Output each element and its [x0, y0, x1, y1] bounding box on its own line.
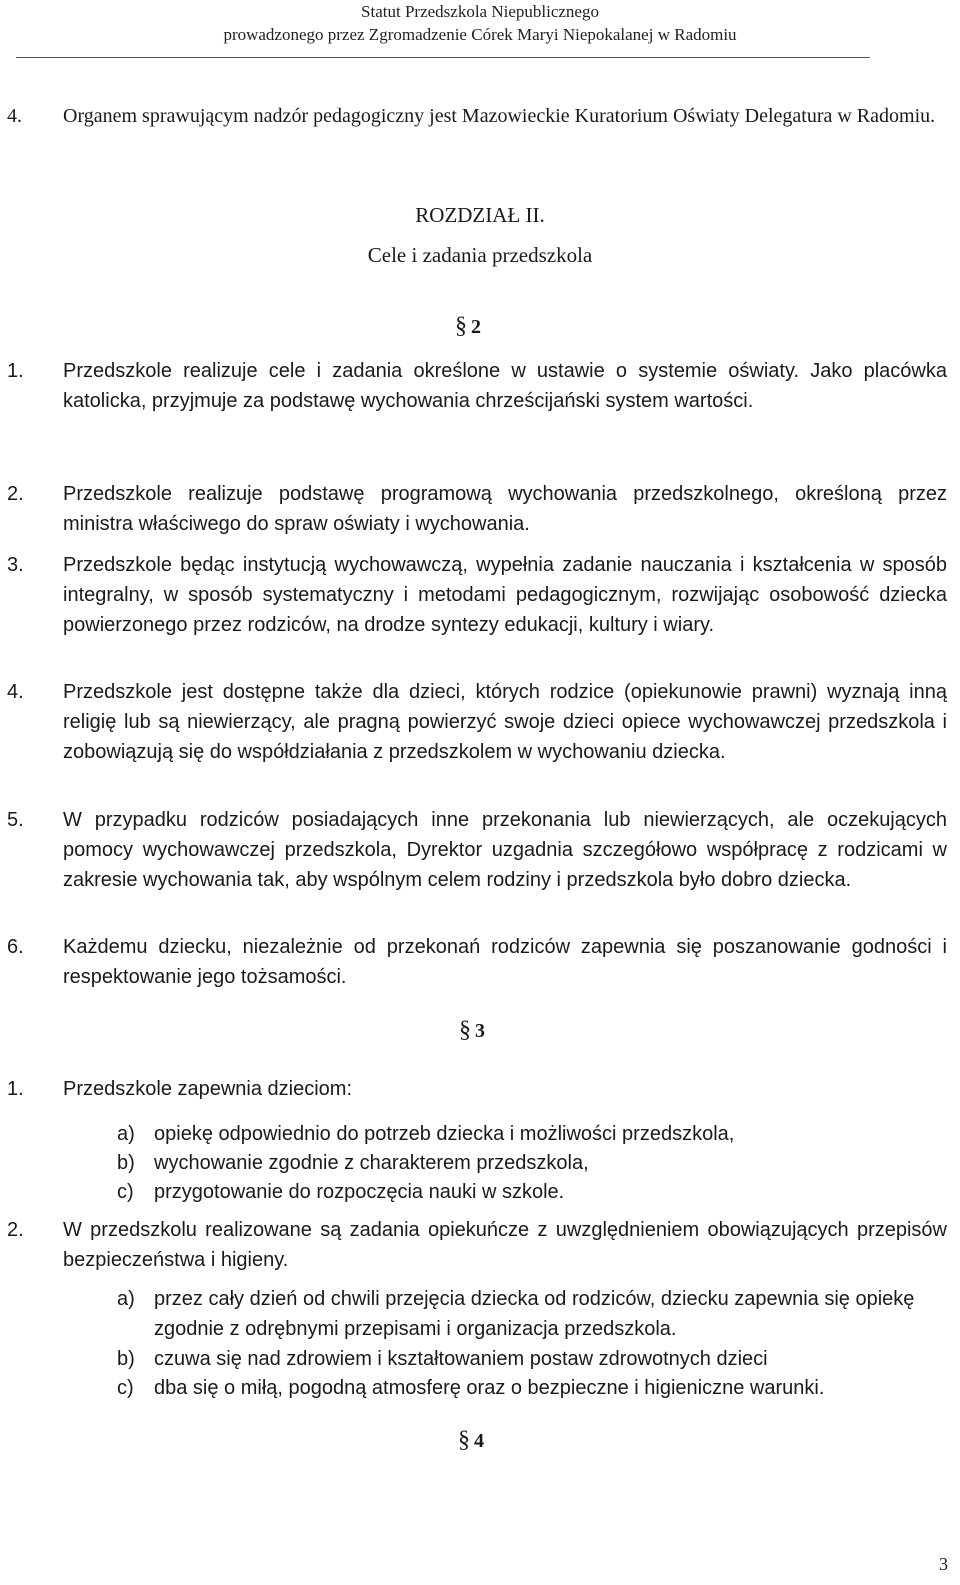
chapter-title: ROZDZIAŁ II. — [415, 203, 545, 227]
section-symbol: § — [458, 1427, 470, 1453]
section-heading-2 — [455, 313, 481, 340]
section2-item-2: 2. Przedszkole realizuje podstawę programową wychowania przedszkolnego, określoną przez ministra właściwego do spraw oświaty i wychowania. — [7, 483, 947, 535]
section2-item-3: 3. Przedszkole będąc instytucją wychowawczą, wypełnia zadanie nauczania i kształcenia w sposób integralny, w sposób systematyczny i metodami pedagogicznym, rozwijając osobowość dziecka powierzonego przez rodziców, na drodze syntezy edukacji, kultury i wiary. — [7, 554, 947, 636]
section3-item-1: 1. Przedszkole zapewnia dzieciom: — [7, 1078, 353, 1100]
section-number: 4 — [474, 1430, 484, 1452]
section3-item1-sub-b: b) wychowanie zgodnie z charakterem przedszkola, — [117, 1152, 589, 1174]
paragraph-text: Organem sprawującym nadzór pedagogiczny jest Mazowieckie Kuratorium Oświaty Delegatura w Radomiu. — [63, 105, 936, 127]
section-number: 2 — [471, 316, 481, 338]
section3-item1-sub-a: a) opiekę odpowiednio do potrzeb dziecka i możliwości przedszkola, — [117, 1123, 735, 1145]
header-subtitle: prowadzonego przez Zgromadzenie Córek Maryi Niepokalanej w Radomiu — [223, 25, 737, 44]
section3-item2-sub-b: b) czuwa się nad zdrowiem i kształtowaniem postaw zdrowotnych dzieci — [117, 1348, 768, 1370]
section-number: 3 — [475, 1020, 485, 1042]
header-divider — [16, 57, 870, 58]
section3-item1-sub-c: c) przygotowanie do rozpoczęcia nauki w szkole. — [117, 1181, 565, 1203]
section-heading-4 — [458, 1427, 484, 1454]
header-title: Statut Przedszkola Niepublicznego — [361, 2, 599, 21]
intro-paragraph — [7, 101, 947, 131]
chapter-subtitle: Cele i zadania przedszkola — [367, 243, 593, 267]
section3-item2-sub-c: c) dba się o miłą, pogodną atmosferę oraz o bezpieczne i higieniczne warunki. — [117, 1377, 825, 1399]
section3-item-2: 2. W przedszkolu realizowane są zadania opiekuńcze z uwzględnieniem obowiązujących przepisów bezpieczeństwa i higieny. — [7, 1219, 947, 1271]
section3-item2-sub-a: a) przez cały dzień od chwili przejęcia dziecka od rodziców, dziecku zapewnia się opiekę zgodnie z odrębnymi przepisami i organizacja przedszkola. — [117, 1288, 915, 1340]
section-symbol: § — [455, 313, 467, 339]
section-heading-3 — [459, 1017, 485, 1044]
paragraph-number: 4. — [7, 105, 22, 127]
page-header — [0, 0, 960, 46]
section-symbol: § — [459, 1017, 471, 1043]
section2-item-6: 6. Każdemu dziecku, niezależnie od przekonań rodziców zapewnia się poszanowanie godności i respektowanie jego tożsamości. — [7, 936, 947, 988]
section2-item-5: 5. W przypadku rodziców posiadających inne przekonania lub niewierzących, ale oczekujących pomocy wychowawczej przedszkola, Dyrektor uzgadnia szczegółowo współpracę z rodzicami w zakresie wychowania tak, aby wspólnym celem rodziny i przedszkola było dobro dziecka. — [7, 809, 947, 891]
section2-item-4: 4. Przedszkole jest dostępne także dla dzieci, których rodzice (opiekunowie prawni) wyznają inną religię lub są niewierzący, ale pragną powierzyć swoje dzieci opiece wychowawczej przedszkola i zobowiązują się do współdziałania z przedszkolem w wychowaniu dziecka. — [7, 681, 947, 763]
page-number: 3 — [939, 1554, 948, 1574]
section2-item-1: 1. Przedszkole realizuje cele i zadania określone w ustawie o systemie oświaty. Jako placówka katolicka, przyjmuje za podstawę wychowania chrześcijański system wartości. — [7, 360, 947, 412]
